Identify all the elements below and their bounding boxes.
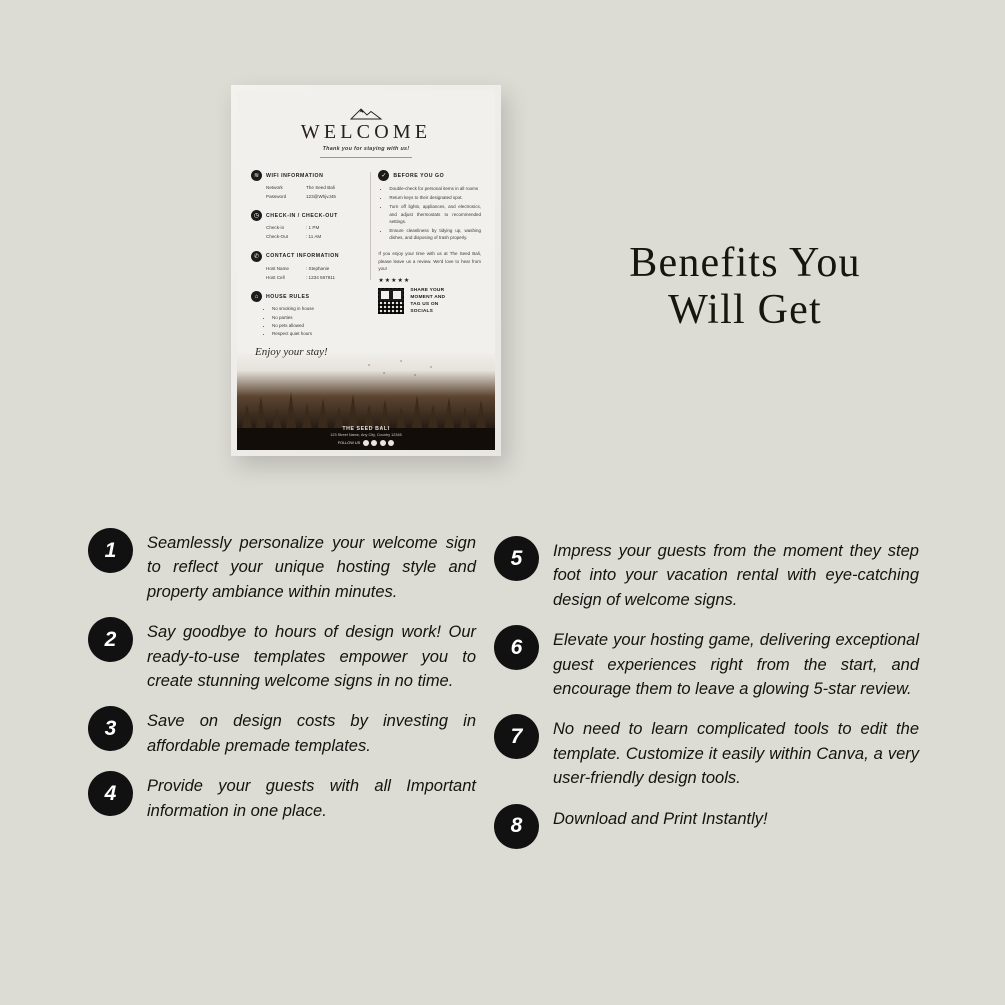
bird-icon: ⌃ <box>429 366 434 373</box>
follow-us-label: FOLLOW US <box>337 441 361 445</box>
list-item: • Double-check for personal items in all rooms <box>389 185 481 192</box>
benefit-text: No need to learn complicated tools to edit the template. Customize it easily within Canva, a very user-friendly design tools. <box>553 720 919 788</box>
phone-icon: ✆ <box>251 251 262 262</box>
wifi-section <box>251 170 361 201</box>
house-rules-section <box>251 291 361 338</box>
facebook-icon <box>371 440 377 446</box>
qr-caption-line: SOCIALS <box>410 309 434 315</box>
list-item <box>88 528 476 604</box>
poster-columns <box>251 170 481 348</box>
twitter-icon <box>380 440 386 446</box>
house-rules-title: HOUSE RULES <box>266 293 310 300</box>
wifi-network-value: The Seed Bali <box>306 185 335 190</box>
home-icon: ⌂ <box>251 291 262 302</box>
benefit-number-badge: 8 <box>494 804 539 849</box>
poster-subtitle: Thank you for staying with us! <box>322 146 410 152</box>
benefit-number-badge: 6 <box>494 625 539 670</box>
bird-icon: ⌃ <box>367 364 372 371</box>
benefit-number-badge: 2 <box>88 617 133 662</box>
host-cell-value: : 1234 567811 <box>306 274 336 280</box>
contact-section <box>251 251 361 282</box>
list-item <box>494 625 919 701</box>
page-title <box>520 240 970 334</box>
checkout-label: Check-Out <box>266 234 288 240</box>
benefit-number-badge: 1 <box>88 528 133 573</box>
wifi-password-label: Password <box>266 193 287 199</box>
benefit-text: Seamlessly personalize your welcome sign to reflect your unique hosting style and property ambiance within minutes. <box>147 534 476 601</box>
house-rules-list <box>251 305 361 338</box>
bird-icon: ⌃ <box>399 360 404 367</box>
forest-illustration <box>237 353 495 450</box>
list-item: • No smoking in house <box>272 305 361 313</box>
benefit-text: Save on design costs by investing in affordable premade templates. <box>147 712 476 755</box>
checkin-label: Check-in <box>266 225 285 231</box>
social-row <box>237 440 495 446</box>
poster-content <box>237 91 495 353</box>
qr-caption <box>410 287 445 316</box>
mountain-icon <box>349 107 383 120</box>
star-rating: ★★★★★ <box>378 277 411 284</box>
poster-frame <box>231 85 501 456</box>
list-item <box>494 714 919 790</box>
bird-icon: ⌃ <box>382 372 387 379</box>
benefits-list-right <box>494 536 919 849</box>
benefit-text: Elevate your hosting game, delivering exceptional guest experiences right from the start, and encourage them to leave a glowing 5-star review. <box>553 631 919 699</box>
list-item <box>494 536 919 612</box>
title-divider <box>320 157 412 158</box>
benefit-number-badge: 5 <box>494 536 539 581</box>
contact-title: CONTACT INFORMATION <box>266 253 340 260</box>
business-name: THE SEED BALI <box>342 425 390 432</box>
page-title-line-2: Will Get <box>668 287 822 334</box>
poster-footer <box>237 426 495 447</box>
qr-code-icon <box>378 288 404 314</box>
checkin-section <box>251 210 361 241</box>
host-cell-label: Host Cell <box>266 274 285 280</box>
benefit-number-badge: 3 <box>88 706 133 751</box>
list-item: • No parties <box>272 314 361 322</box>
poster-title: WELCOME <box>300 121 432 143</box>
checklist-icon: ✓ <box>378 170 389 181</box>
tiktok-icon <box>363 440 369 446</box>
wifi-icon: ≋ <box>251 170 262 181</box>
list-item: • Ensure cleanliness by tidying up, washing dishes, and disposing of trash properly. <box>389 227 481 241</box>
before-you-go-list <box>378 185 481 241</box>
host-name-value: : Stephanie <box>306 265 330 271</box>
benefits-list-left <box>88 528 476 823</box>
instagram-icon <box>388 440 394 446</box>
business-address: 123 Street Name, Any City, Country 12345 <box>330 433 402 437</box>
list-item <box>494 804 919 849</box>
welcome-poster <box>237 91 495 450</box>
wifi-network-label: Network <box>266 185 283 190</box>
wifi-password-value: 123@WhjvJ45 <box>306 193 336 199</box>
list-item: • Return keys to their designated spot. <box>389 194 481 201</box>
before-you-go-section <box>378 170 481 241</box>
enjoy-your-stay-script: Enjoy your stay! <box>255 345 328 358</box>
benefit-text: Download and Print Instantly! <box>553 809 768 828</box>
qr-caption-line: TAG US ON <box>410 302 439 308</box>
list-item: • No pets allowed <box>272 322 361 330</box>
wifi-title: WIFI INFORMATION <box>266 172 324 179</box>
page-title-line-1: Benefits You <box>629 240 861 286</box>
benefit-number-badge: 4 <box>88 771 133 816</box>
checkin-title: CHECK-IN / CHECK-OUT <box>266 212 338 219</box>
qr-caption-line: MOMENT AND <box>410 295 446 301</box>
review-note: If you enjoy your time with us at The Seed Bali, please leave us a review. We'd love to hear from you! <box>378 251 481 271</box>
list-item: • Respect quiet hours <box>272 330 361 338</box>
before-you-go-title: BEFORE YOU GO <box>393 172 445 179</box>
qr-row <box>378 287 481 316</box>
list-item <box>88 771 476 823</box>
benefit-text: Impress your guests from the moment they step foot into your vacation rental with eye-catching design of welcome signs. <box>553 542 919 609</box>
qr-caption-line: SHARE YOUR <box>410 287 445 293</box>
clock-icon: ◷ <box>251 210 262 221</box>
checkout-value: : 11 AM <box>306 234 322 240</box>
poster-right-column <box>370 170 481 348</box>
poster-left-column <box>251 170 361 348</box>
benefit-number-badge: 7 <box>494 714 539 759</box>
list-item: • Turn off lights, appliances, and electronics, and adjust thermostats to recommended settings. <box>389 203 481 225</box>
benefit-text: Provide your guests with all Important information in one place. <box>147 777 476 820</box>
host-name-label: Host Name <box>266 265 289 271</box>
list-item <box>88 617 476 693</box>
list-item <box>88 706 476 758</box>
checkin-value: : 1 PM <box>306 225 320 231</box>
bird-icon: ⌃ <box>413 374 418 381</box>
column-divider <box>370 172 371 280</box>
benefit-text: Say goodbye to hours of design work! Our ready-to-use templates empower you to create stunning welcome signs in no time. <box>147 623 476 691</box>
